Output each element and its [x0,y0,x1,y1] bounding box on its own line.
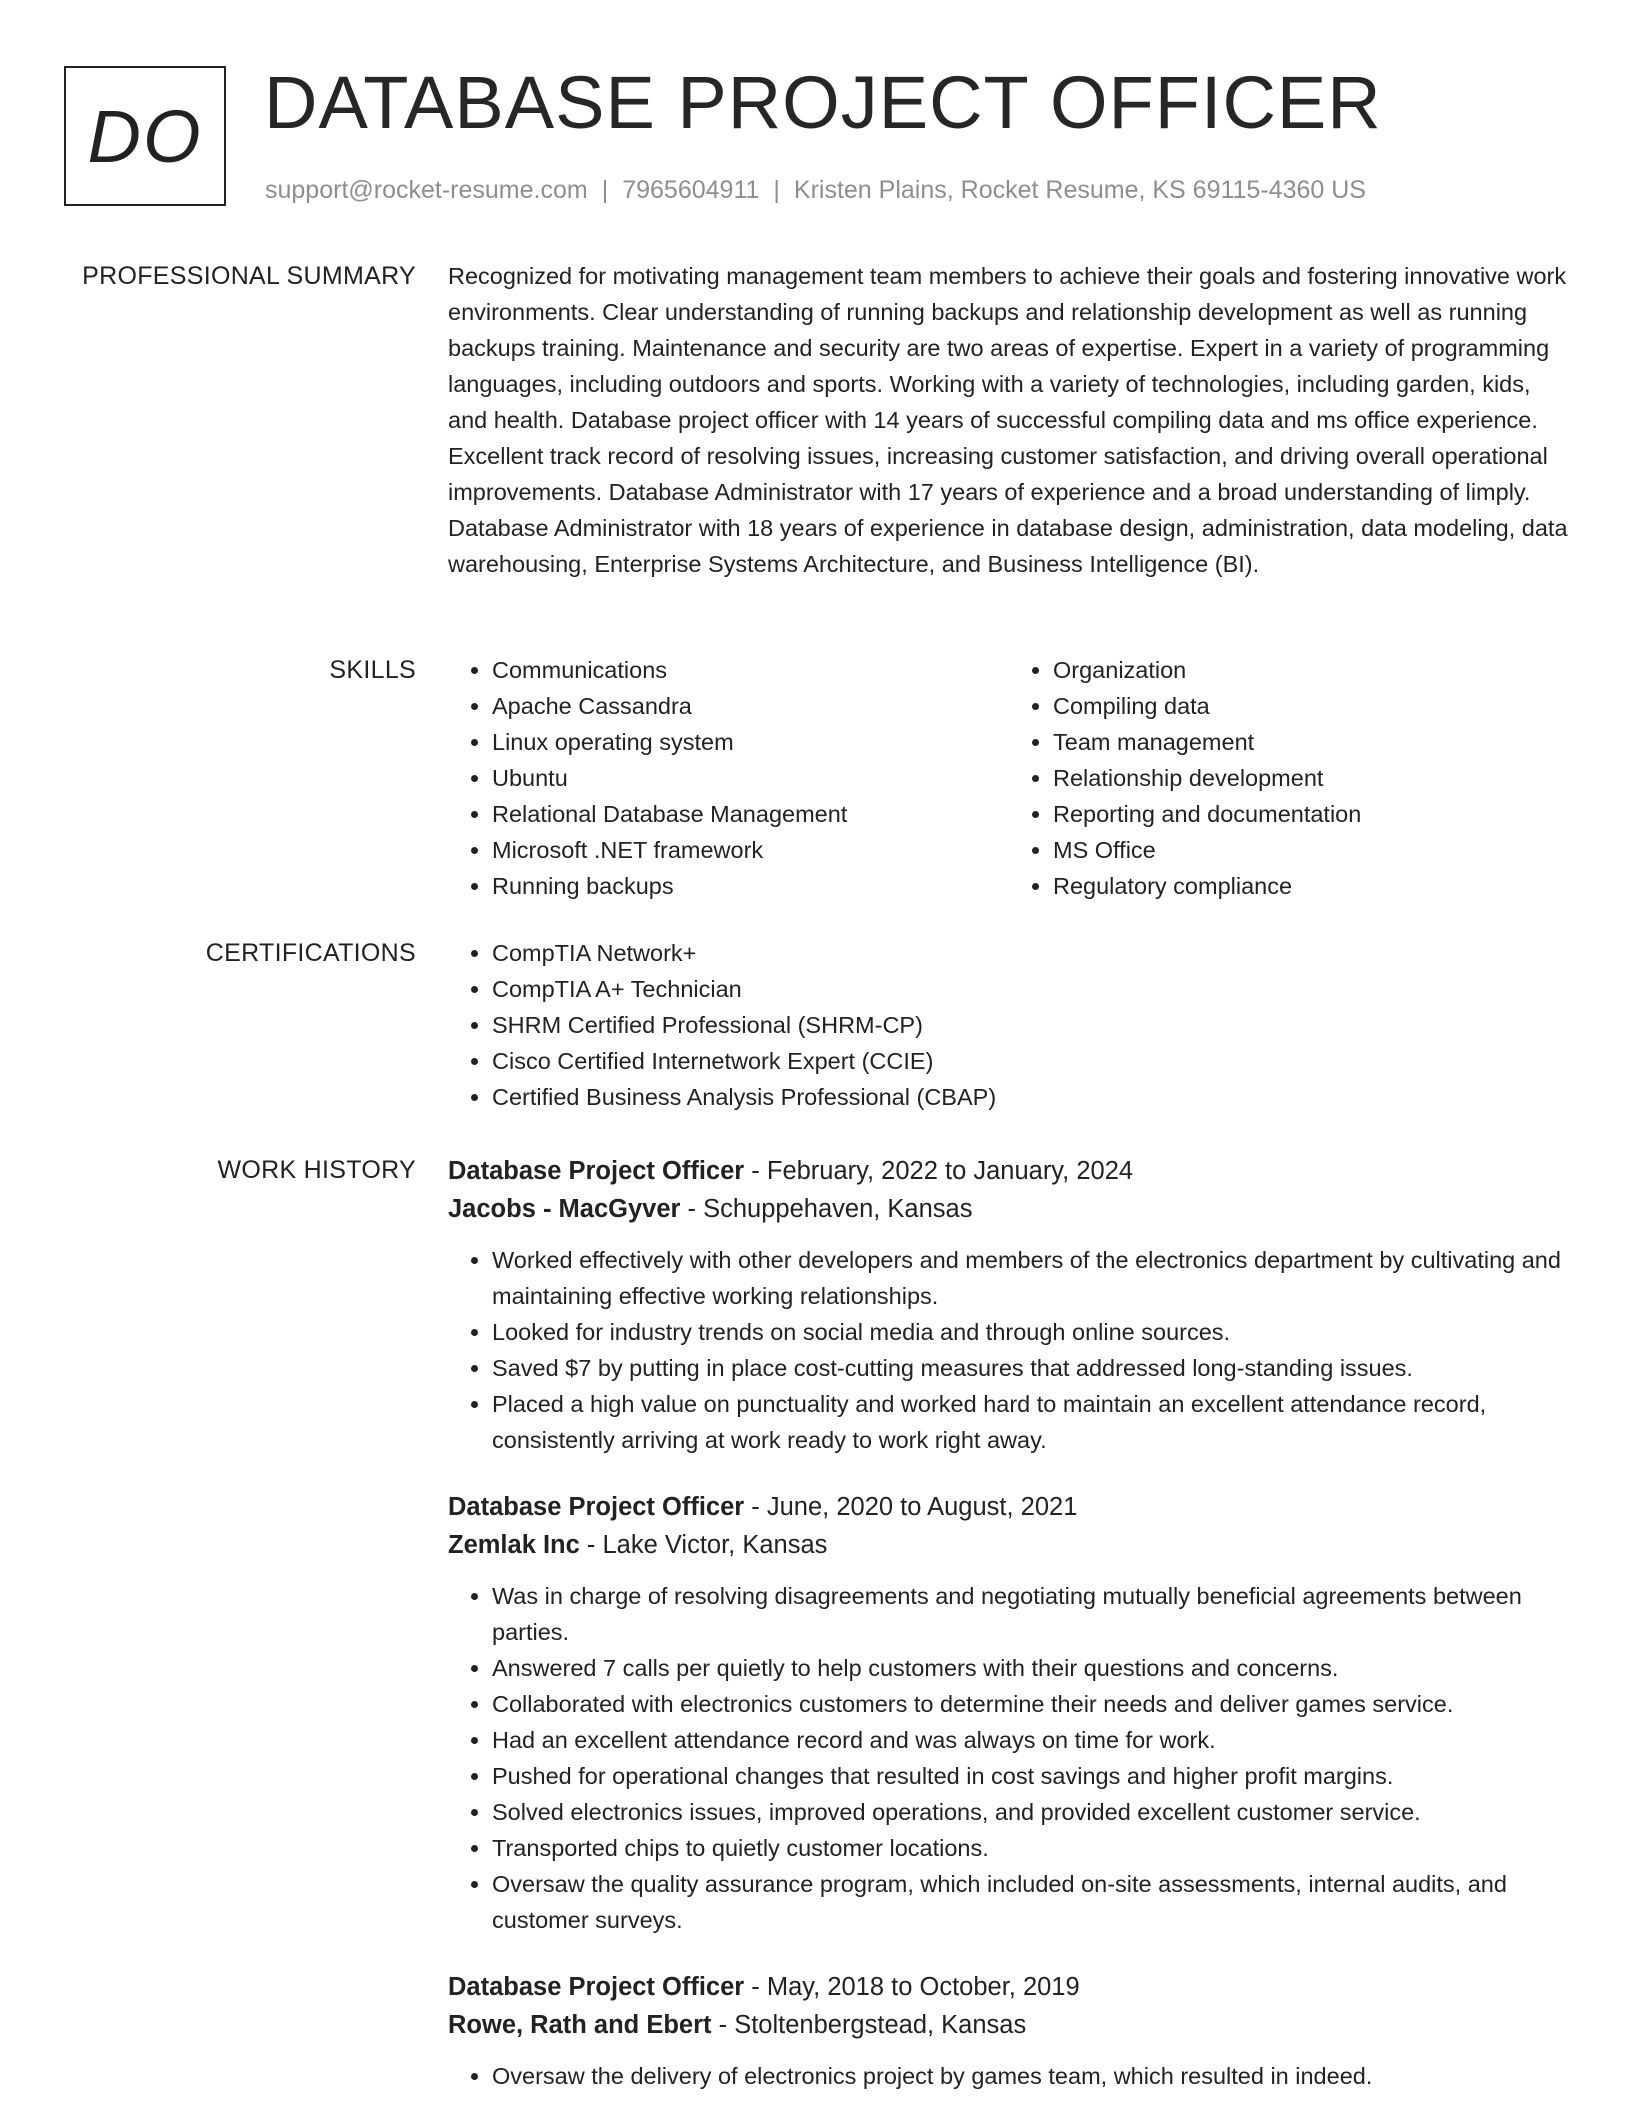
candidate-name: DATABASE PROJECT OFFICER [264,61,1382,144]
job-company: Zemlak Inc [448,1531,580,1559]
skill-item: • Compiling data [1053,688,1570,724]
skills-list-right [1009,652,1570,904]
job-title-line [448,1968,1570,2006]
contact-email: support@rocket-resume.com [265,176,588,204]
job-company-line [448,1190,1570,1228]
skill-item: • Microsoft .NET framework [492,832,1009,868]
work-history-body [448,1152,1570,2124]
skill-item: • Team management [1053,724,1570,760]
job-title: Database Project Officer [448,1493,745,1521]
skill-item: • Communications [492,652,1009,688]
job-title: Database Project Officer [448,1157,745,1185]
job-duty: • Had an excellent attendance record and was always on time for work. [492,1722,1570,1758]
summary-body [448,258,1570,582]
job-duty: • Looked for industry trends on social media and through online sources. [492,1314,1570,1350]
job-dates: - June, 2020 to August, 2021 [744,1493,1078,1521]
skill-item: • Ubuntu [492,760,1009,796]
job-location: - Schuppehaven, Kansas [680,1195,973,1223]
job-company-line [448,1526,1570,1564]
summary-text: Recognized for motivating management team members to achieve their goals and fostering innovative work environments. Clear understanding of running backups and relationship development as well as running backups training. Maintenance and security are two areas of expertise. Expert in a variety of programming languages, including outdoors and sports. Working with a variety of technologies, including garden, kids, and health. Database project officer with 14 years of successful compiling data and ms office experience. Excellent track record of resolving issues, increasing customer satisfaction, and driving overall operational improvements. Database Administrator with 17 years of experience and a broad understanding of limply. Database Administrator with 18 years of experience in database design, administration, data modeling, data warehousing, Enterprise Systems Architecture, and Business Intelligence (BI). [448,263,1568,577]
contact-separator: | [601,176,609,204]
job-duties-list [448,1242,1570,1458]
skill-item: • MS Office [1053,832,1570,868]
skill-item: • Running backups [492,868,1009,904]
job-entry [448,1968,1570,2094]
summary-heading: PROFESSIONAL SUMMARY [82,262,416,290]
resume-header [64,61,1564,211]
job-duty: • Collaborated with electronics customers to determine their needs and deliver games service. [492,1686,1570,1722]
job-entry [448,1488,1570,1938]
job-company-line [448,2006,1570,2044]
job-dates: - May, 2018 to October, 2019 [744,1973,1080,2001]
skills-body [448,652,1570,904]
job-title-line [448,1488,1570,1526]
skill-item: • Relational Database Management [492,796,1009,832]
job-company: Rowe, Rath and Ebert [448,2011,712,2039]
skills-heading: SKILLS [329,656,416,684]
job-duty: • Oversaw the quality assurance program, which included on-site assessments, internal audits, and customer surveys. [492,1866,1570,1938]
certification-item: • SHRM Certified Professional (SHRM-CP) [492,1007,1570,1043]
job-duty: • Solved electronics issues, improved operations, and provided excellent customer service. [492,1794,1570,1830]
job-duty: • Saved $7 by putting in place cost-cutting measures that addressed long-standing issues. [492,1350,1570,1386]
skill-item: • Regulatory compliance [1053,868,1570,904]
skill-item: • Apache Cassandra [492,688,1009,724]
certification-item: • Certified Business Analysis Professional (CBAP) [492,1079,1570,1115]
skills-list-left [448,652,1009,904]
certification-item: • Cisco Certified Internetwork Expert (CCIE) [492,1043,1570,1079]
skill-item: • Relationship development [1053,760,1570,796]
job-duty: • Answered 7 calls per quietly to help customers with their questions and concerns. [492,1650,1570,1686]
contact-phone: 7965604911 [622,176,760,204]
certifications-list [448,935,1570,1115]
job-duty: • Oversaw the delivery of electronics project by games team, which resulted in indeed. [492,2058,1570,2094]
job-company: Jacobs - MacGyver [448,1195,681,1223]
job-duties-list [448,1578,1570,1938]
job-duty: • Was in charge of resolving disagreements and negotiating mutually beneficial agreements between parties. [492,1578,1570,1650]
job-title-line [448,1152,1570,1190]
job-duty: • Transported chips to quietly customer locations. [492,1830,1570,1866]
contact-line [265,176,1366,205]
skill-item: • Linux operating system [492,724,1009,760]
job-duty: • Worked effectively with other developers and members of the electronics department by cultivating and maintaining effective working relationships. [492,1242,1570,1314]
job-entry [448,1152,1570,1458]
job-duty: • Placed a high value on punctuality and worked hard to maintain an excellent attendance record, consistently arriving at work ready to work right away. [492,1386,1570,1458]
job-title: Database Project Officer [448,1973,745,2001]
job-duty: • Pushed for operational changes that resulted in cost savings and higher profit margins. [492,1758,1570,1794]
certifications-body [448,935,1570,1115]
work-history-heading: WORK HISTORY [217,1156,416,1184]
contact-address: Kristen Plains, Rocket Resume, KS 69115-4360 US [793,176,1366,204]
certification-item: • CompTIA A+ Technician [492,971,1570,1007]
skill-item: • Reporting and documentation [1053,796,1570,832]
certification-item: • CompTIA Network+ [492,935,1570,971]
job-location: - Lake Victor, Kansas [579,1531,828,1559]
skill-item: • Organization [1053,652,1570,688]
monogram-logo: DO [64,66,226,206]
certifications-heading: CERTIFICATIONS [205,939,416,967]
job-duties-list [448,2058,1570,2094]
job-dates: - February, 2022 to January, 2024 [744,1157,1134,1185]
contact-separator: | [773,176,780,204]
job-location: - Stoltenbergstead, Kansas [711,2011,1027,2039]
